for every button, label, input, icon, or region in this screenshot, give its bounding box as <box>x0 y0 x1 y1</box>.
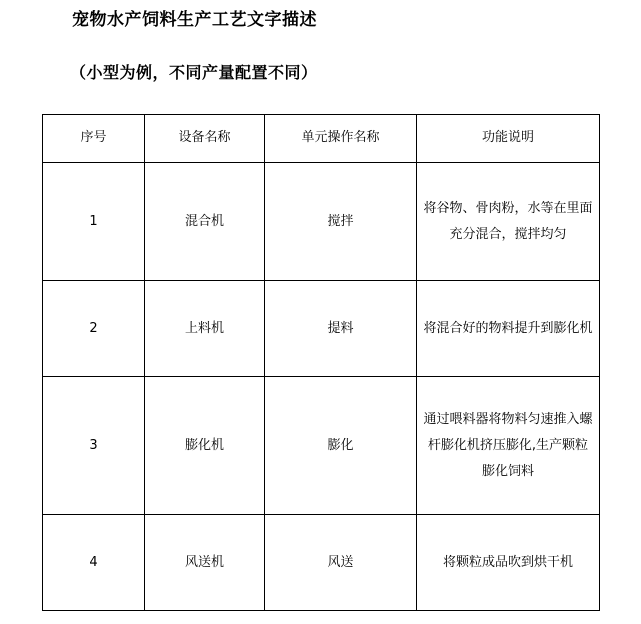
cell-no: 2 <box>43 281 145 377</box>
cell-device: 风送机 <box>145 515 265 611</box>
cell-unit: 膨化 <box>265 377 417 515</box>
table-row <box>43 163 600 281</box>
column-header-unit: 单元操作名称 <box>265 115 417 163</box>
cell-unit: 提料 <box>265 281 417 377</box>
cell-function: 将颗粒成品吹到烘干机 <box>417 515 600 611</box>
table-row <box>43 281 600 377</box>
cell-no: 3 <box>43 377 145 515</box>
column-header-device: 设备名称 <box>145 115 265 163</box>
cell-unit: 风送 <box>265 515 417 611</box>
cell-unit: 搅拌 <box>265 163 417 281</box>
table-row <box>43 515 600 611</box>
table-row <box>43 377 600 515</box>
page-title: 宠物水产饲料生产工艺文字描述 <box>72 10 317 30</box>
cell-function: 将混合好的物料提升到膨化机 <box>417 281 600 377</box>
cell-device: 膨化机 <box>145 377 265 515</box>
column-header-no: 序号 <box>43 115 145 163</box>
page-subtitle: （小型为例，不同产量配置不同） <box>70 63 318 82</box>
table-header-row <box>43 115 600 163</box>
cell-function: 通过喂料器将物料匀速推入螺杆膨化机挤压膨化,生产颗粒膨化饲料 <box>417 377 600 515</box>
cell-no: 1 <box>43 163 145 281</box>
cell-device: 上料机 <box>145 281 265 377</box>
process-table <box>42 114 600 611</box>
cell-function: 将谷物、骨肉粉，水等在里面充分混合，搅拌均匀 <box>417 163 600 281</box>
cell-no: 4 <box>43 515 145 611</box>
column-header-function: 功能说明 <box>417 115 600 163</box>
cell-device: 混合机 <box>145 163 265 281</box>
